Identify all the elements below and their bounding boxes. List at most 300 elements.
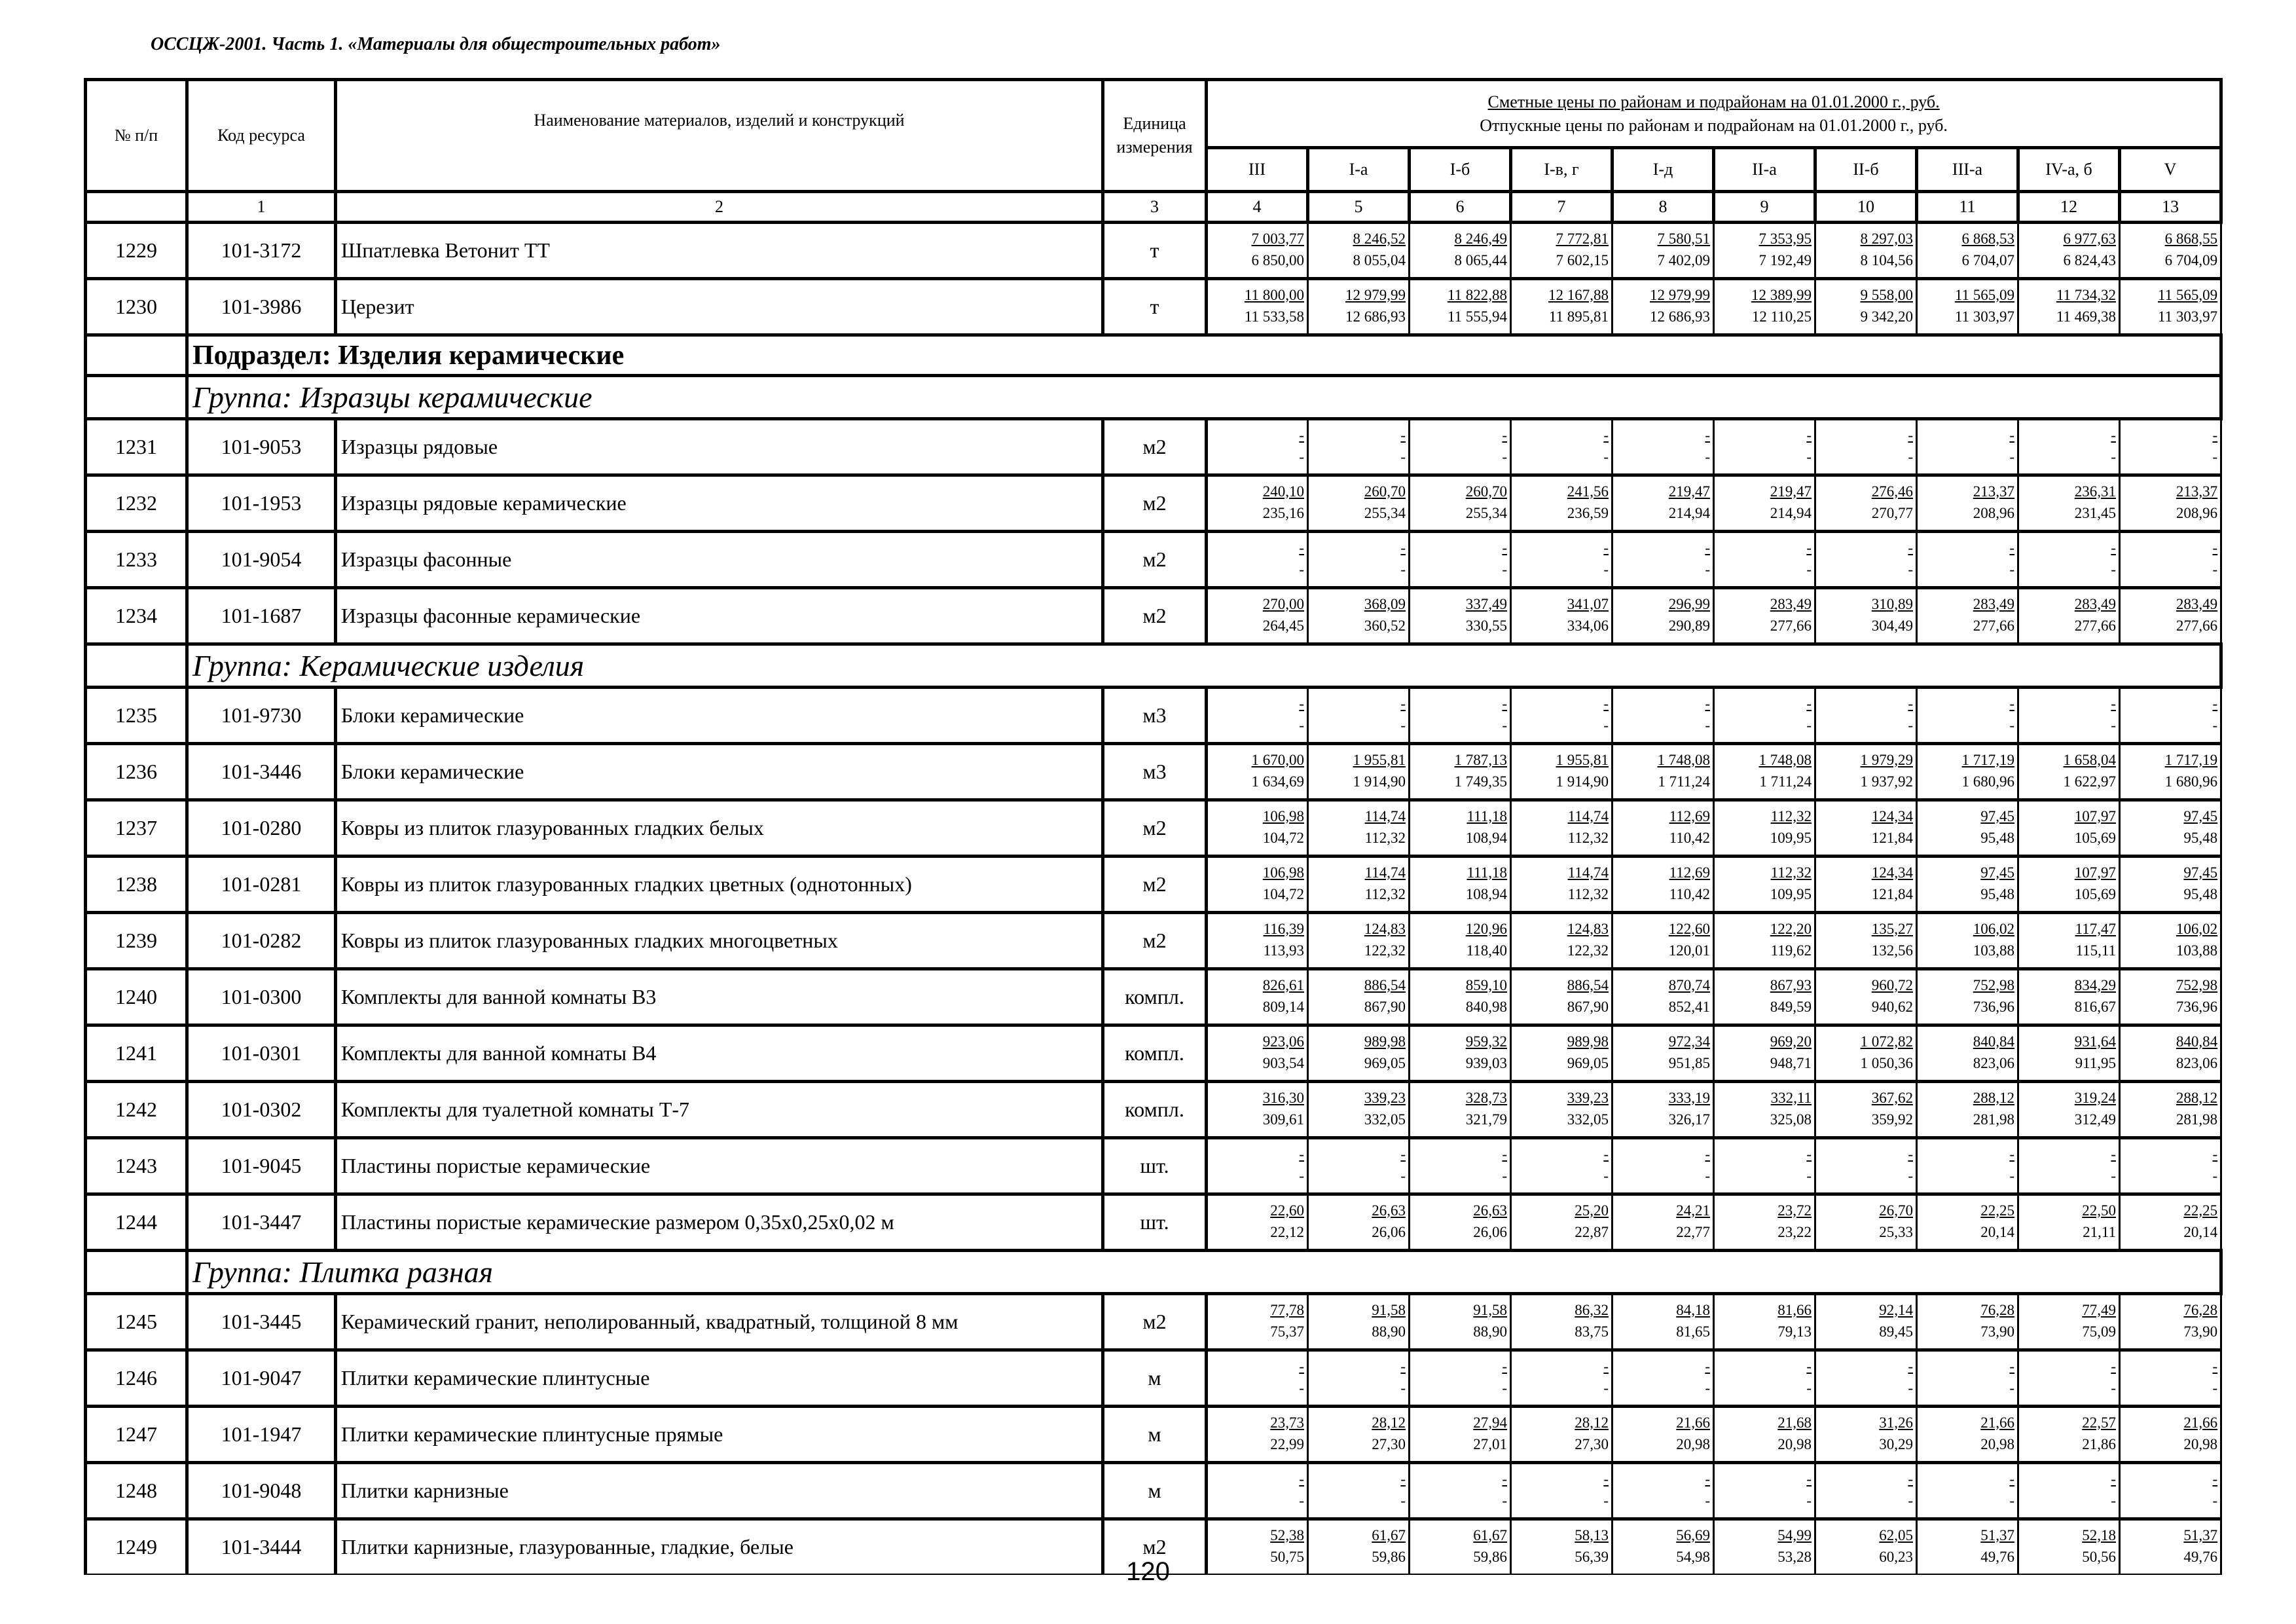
row-number: 1242 <box>86 1082 187 1138</box>
release-price: 231,45 <box>2074 504 2116 521</box>
estimated-price: 24,21 <box>1676 1202 1710 1219</box>
price-cell <box>1511 913 1613 969</box>
resource-code: 101-0302 <box>187 1082 336 1138</box>
release-price: - <box>2212 561 2218 578</box>
table-row <box>86 913 2221 969</box>
estimated-price: - <box>1908 426 1913 443</box>
resource-code: 101-3172 <box>187 223 336 279</box>
estimated-price: 260,70 <box>1364 483 1406 500</box>
table-row <box>86 969 2221 1025</box>
release-price: 27,30 <box>1575 1435 1609 1452</box>
price-cell <box>1714 1463 1815 1519</box>
row-number: 1248 <box>86 1463 187 1519</box>
release-price: 911,95 <box>2075 1054 2116 1071</box>
estimated-price: - <box>1299 539 1304 556</box>
col-header-region: II-б <box>1815 148 1917 192</box>
release-price: 281,98 <box>2176 1111 2218 1128</box>
price-cell <box>1815 1407 1917 1463</box>
release-price: 112,32 <box>1567 829 1609 846</box>
release-price: 312,49 <box>2074 1111 2116 1128</box>
release-price: - <box>2212 716 2218 733</box>
price-cell <box>1613 475 1714 532</box>
estimated-price: 52,38 <box>1270 1526 1304 1543</box>
price-cell <box>1207 800 1308 857</box>
price-cell <box>1815 223 1917 279</box>
col-number: 2 <box>336 192 1103 223</box>
release-price: 6 704,07 <box>1961 251 2014 268</box>
release-price: - <box>1299 1492 1304 1509</box>
price-cell <box>1917 223 2018 279</box>
col-header-region: I-б <box>1410 148 1511 192</box>
price-cell <box>1410 1082 1511 1138</box>
release-price: 110,42 <box>1669 885 1710 902</box>
release-price: 236,59 <box>1567 504 1609 521</box>
row-number: 1234 <box>86 588 187 644</box>
col-number: 8 <box>1613 192 1714 223</box>
price-cell <box>1511 475 1613 532</box>
estimated-price: - <box>1908 1145 1913 1162</box>
unit-of-measure: шт. <box>1103 1194 1207 1251</box>
row-number: 1233 <box>86 532 187 588</box>
estimated-price: 122,60 <box>1668 920 1710 937</box>
release-price: 1 680,96 <box>1961 773 2014 790</box>
row-number: 1235 <box>86 688 187 744</box>
estimated-price: 116,39 <box>1263 920 1304 937</box>
estimated-price: 77,78 <box>1270 1301 1304 1318</box>
release-price: 1 914,90 <box>1353 773 1406 790</box>
estimated-price: 333,19 <box>1668 1089 1710 1106</box>
price-cell <box>1308 1294 1410 1350</box>
price-cell <box>1511 532 1613 588</box>
price-cell <box>1308 532 1410 588</box>
estimated-price: 23,73 <box>1270 1414 1304 1431</box>
price-cell <box>1917 969 2018 1025</box>
release-price: - <box>2009 448 2014 465</box>
unit-of-measure: м3 <box>1103 688 1207 744</box>
price-cell <box>1917 532 2018 588</box>
estimated-price: 1 658,04 <box>2063 751 2116 768</box>
estimated-price: - <box>1299 426 1304 443</box>
release-price: 95,48 <box>1980 885 2014 902</box>
estimated-price: 283,49 <box>1973 595 2014 612</box>
estimated-price: - <box>1400 695 1406 712</box>
price-cell <box>1410 744 1511 800</box>
release-price: 8 055,04 <box>1353 251 1406 268</box>
price-cell <box>1613 1025 1714 1082</box>
estimated-price: - <box>2212 1145 2218 1162</box>
resource-code: 101-9054 <box>187 532 336 588</box>
release-price: - <box>1908 1379 1913 1396</box>
row-number: 1237 <box>86 800 187 857</box>
price-cell <box>1308 800 1410 857</box>
price-cell <box>1207 419 1308 475</box>
estimated-price: 12 979,99 <box>1650 286 1710 303</box>
release-price: - <box>2212 448 2218 465</box>
estimated-price: 11 800,00 <box>1244 286 1304 303</box>
group-title: Группа: Изразцы керамические <box>187 376 2221 419</box>
table-row <box>86 800 2221 857</box>
row-number: 1229 <box>86 223 187 279</box>
price-cell <box>2018 1407 2120 1463</box>
estimated-price: 1 955,81 <box>1353 751 1406 768</box>
price-cell <box>1815 419 1917 475</box>
price-cell <box>1207 475 1308 532</box>
price-cell <box>2120 744 2221 800</box>
price-cell <box>2120 913 2221 969</box>
estimated-price: 61,67 <box>1372 1526 1406 1543</box>
price-cell <box>1613 913 1714 969</box>
price-cell <box>1815 913 1917 969</box>
price-cell <box>2120 1463 2221 1519</box>
estimated-price: 114,74 <box>1567 864 1609 881</box>
resource-code: 101-9047 <box>187 1350 336 1407</box>
estimated-price: 106,02 <box>1973 920 2014 937</box>
price-cell <box>1613 1138 1714 1194</box>
estimated-price: - <box>1299 1470 1304 1487</box>
release-price: - <box>1299 448 1304 465</box>
price-cell <box>2120 532 2221 588</box>
estimated-price: 7 353,95 <box>1758 230 1812 247</box>
release-price: 60,23 <box>1879 1548 1913 1565</box>
release-price: 939,03 <box>1465 1054 1507 1071</box>
release-price: - <box>1502 561 1507 578</box>
material-name: Комплекты для ванной комнаты В4 <box>336 1025 1103 1082</box>
price-cell <box>1613 857 1714 913</box>
estimated-price: 6 868,55 <box>2164 230 2218 247</box>
price-cell <box>1207 913 1308 969</box>
table-row <box>86 1294 2221 1350</box>
group-row <box>86 644 2221 688</box>
estimated-price: - <box>1603 695 1609 712</box>
estimated-price: 288,12 <box>1973 1089 2014 1106</box>
material-name: Пластины пористые керамические размером 0,35х0,25х0,02 м <box>336 1194 1103 1251</box>
release-price: 255,34 <box>1465 504 1507 521</box>
unit-of-measure: м <box>1103 1350 1207 1407</box>
estimated-price: 328,73 <box>1465 1089 1507 1106</box>
price-cell <box>1714 969 1815 1025</box>
release-price: 26,06 <box>1372 1223 1406 1240</box>
material-name: Блоки керамические <box>336 744 1103 800</box>
material-name: Комплекты для ванной комнаты В3 <box>336 969 1103 1025</box>
estimated-price: - <box>1400 1145 1406 1162</box>
estimated-price: 91,58 <box>1372 1301 1406 1318</box>
estimated-price: 97,45 <box>1980 807 2014 824</box>
release-price: 903,54 <box>1262 1054 1304 1071</box>
estimated-price: 112,69 <box>1669 864 1710 881</box>
estimated-price: - <box>1603 1470 1609 1487</box>
release-price: 12 686,93 <box>1650 308 1710 325</box>
estimated-price: 1 717,19 <box>2164 751 2218 768</box>
estimated-price: - <box>1908 1357 1913 1375</box>
unit-of-measure: компл. <box>1103 969 1207 1025</box>
price-cell <box>1613 1194 1714 1251</box>
group-row <box>86 376 2221 419</box>
release-price: - <box>1705 1379 1710 1396</box>
release-price: - <box>1806 1379 1812 1396</box>
release-price: 7 402,09 <box>1657 251 1710 268</box>
estimated-price: 8 297,03 <box>1860 230 1913 247</box>
release-price: 325,08 <box>1770 1111 1812 1128</box>
price-cell <box>2120 279 2221 335</box>
page-number: 120 <box>1126 1557 1170 1586</box>
estimated-price: 834,29 <box>2074 976 2116 993</box>
page-header-title: ОССЦЖ-2001. Часть 1. «Материалы для общестроительных работ» <box>151 34 721 54</box>
estimated-price: 61,67 <box>1473 1526 1507 1543</box>
estimated-price: 111,18 <box>1467 807 1507 824</box>
price-cell <box>1917 279 2018 335</box>
estimated-price: 219,47 <box>1770 483 1812 500</box>
price-cell <box>2120 223 2221 279</box>
release-price: 23,22 <box>1777 1223 1812 1240</box>
group-row <box>86 1251 2221 1294</box>
estimated-price: 1 670,00 <box>1251 751 1304 768</box>
price-cell <box>2120 857 2221 913</box>
price-cell <box>1917 1407 2018 1463</box>
release-price: - <box>1603 1492 1609 1509</box>
table-row <box>86 475 2221 532</box>
price-cell <box>1511 688 1613 744</box>
table-row <box>86 223 2221 279</box>
price-cell <box>1815 532 1917 588</box>
release-price: 56,39 <box>1575 1548 1609 1565</box>
col-number: 9 <box>1714 192 1815 223</box>
estimated-price: - <box>1705 1145 1710 1162</box>
material-name: Церезит <box>336 279 1103 335</box>
release-price: 867,90 <box>1567 998 1609 1015</box>
price-cell <box>1410 1463 1511 1519</box>
price-cell <box>1714 419 1815 475</box>
material-name: Пластины пористые керамические <box>336 1138 1103 1194</box>
release-price: - <box>1806 1167 1812 1184</box>
price-cell <box>1714 744 1815 800</box>
price-cell <box>1511 1463 1613 1519</box>
price-cell <box>2120 475 2221 532</box>
resource-code: 101-3446 <box>187 744 336 800</box>
estimated-price: 51,37 <box>2183 1526 2218 1543</box>
estimated-price: 86,32 <box>1575 1301 1609 1318</box>
material-name: Керамический гранит, неполированный, квадратный, толщиной 8 мм <box>336 1294 1103 1350</box>
price-cell <box>2120 969 2221 1025</box>
col-header-name-text: Наименование материалов, изделий и конструкций <box>534 111 905 130</box>
price-cell <box>1511 223 1613 279</box>
table-row <box>86 1407 2221 1463</box>
price-cell <box>1714 800 1815 857</box>
estimated-price: - <box>1400 1357 1406 1375</box>
subsection-title: Подраздел: Изделия керамические <box>187 335 2221 376</box>
estimated-price: 12 979,99 <box>1345 286 1406 303</box>
col-header-region: I-в, г <box>1511 148 1613 192</box>
price-cell <box>1410 1350 1511 1407</box>
material-name: Изразцы фасонные керамические <box>336 588 1103 644</box>
estimated-price: 107,97 <box>2074 864 2116 881</box>
release-price: 22,87 <box>1575 1223 1609 1240</box>
price-cell <box>1511 1294 1613 1350</box>
price-cell <box>2120 1194 2221 1251</box>
release-price: 22,77 <box>1676 1223 1710 1240</box>
material-name: Комплекты для туалетной комнаты Т-7 <box>336 1082 1103 1138</box>
estimated-price: - <box>2212 539 2218 556</box>
release-price: 20,14 <box>2183 1223 2218 1240</box>
estimated-price: 9 558,00 <box>1860 286 1913 303</box>
price-cell <box>1917 800 2018 857</box>
release-price: 112,32 <box>1567 885 1609 902</box>
release-price: 103,88 <box>1973 942 2014 959</box>
estimated-price: 77,49 <box>2082 1301 2116 1318</box>
estimated-price: - <box>1705 539 1710 556</box>
release-price: - <box>2111 448 2116 465</box>
release-price: 22,99 <box>1270 1435 1304 1452</box>
estimated-price: - <box>1908 695 1913 712</box>
price-cell <box>1207 1407 1308 1463</box>
estimated-price: - <box>2009 1357 2014 1375</box>
estimated-price: 7 772,81 <box>1556 230 1609 247</box>
release-price: 332,05 <box>1567 1111 1609 1128</box>
price-cell <box>1410 588 1511 644</box>
estimated-price: 339,23 <box>1567 1089 1609 1106</box>
release-price: 132,56 <box>1871 942 1913 959</box>
row-number: 1232 <box>86 475 187 532</box>
price-cell <box>2018 1294 2120 1350</box>
estimated-price: 124,34 <box>1871 807 1913 824</box>
estimated-price: - <box>1806 1470 1812 1487</box>
release-price: 321,79 <box>1465 1111 1507 1128</box>
price-cell <box>1511 1025 1613 1082</box>
release-price: 823,06 <box>2176 1054 2218 1071</box>
estimated-price: 332,11 <box>1770 1089 1812 1106</box>
row-number: 1236 <box>86 744 187 800</box>
estimated-price: 219,47 <box>1668 483 1710 500</box>
release-price: - <box>1299 716 1304 733</box>
release-price: 103,88 <box>2176 942 2218 959</box>
material-name: Изразцы рядовые <box>336 419 1103 475</box>
release-price: 11 533,58 <box>1244 308 1304 325</box>
estimated-price: 283,49 <box>2176 595 2218 612</box>
unit-of-measure: м2 <box>1103 588 1207 644</box>
price-cell <box>1815 800 1917 857</box>
release-price: 20,98 <box>2183 1435 2218 1452</box>
release-price: 83,75 <box>1575 1323 1609 1340</box>
price-cell <box>1410 1294 1511 1350</box>
estimated-price: 1 979,29 <box>1860 751 1913 768</box>
release-price: 6 704,09 <box>2164 251 2218 268</box>
price-cell <box>1714 223 1815 279</box>
estimated-price: 8 246,52 <box>1353 230 1406 247</box>
resource-code: 101-3447 <box>187 1194 336 1251</box>
estimated-price: 124,83 <box>1364 920 1406 937</box>
price-cell <box>1815 744 1917 800</box>
price-cell <box>1613 744 1714 800</box>
release-price: 304,49 <box>1871 617 1913 634</box>
release-price: 208,96 <box>1973 504 2014 521</box>
blank-cell <box>86 644 187 688</box>
table-row <box>86 1463 2221 1519</box>
row-number: 1231 <box>86 419 187 475</box>
release-price: 20,98 <box>1676 1435 1710 1452</box>
price-cell <box>1207 1194 1308 1251</box>
release-price: - <box>2111 1167 2116 1184</box>
estimated-price: - <box>1806 695 1812 712</box>
price-cell <box>1613 800 1714 857</box>
estimated-price: - <box>1502 539 1507 556</box>
price-cell <box>1308 1463 1410 1519</box>
row-number: 1240 <box>86 969 187 1025</box>
release-price: - <box>2212 1379 2218 1396</box>
estimated-price: 111,18 <box>1467 864 1507 881</box>
release-price: - <box>2111 1492 2116 1509</box>
table-row <box>86 1350 2221 1407</box>
price-cell <box>1917 1025 2018 1082</box>
release-price: - <box>1806 561 1812 578</box>
release-price: 112,32 <box>1364 829 1406 846</box>
estimated-price: 56,69 <box>1676 1526 1710 1543</box>
estimated-price: 6 868,53 <box>1961 230 2014 247</box>
price-cell <box>2120 688 2221 744</box>
price-cell <box>1410 913 1511 969</box>
estimated-price: 62,05 <box>1879 1526 1913 1543</box>
price-cell <box>1917 1350 2018 1407</box>
price-cell <box>2018 1082 2120 1138</box>
release-price: - <box>1400 1492 1406 1509</box>
blank-cell <box>86 1251 187 1294</box>
estimated-price: - <box>1705 695 1710 712</box>
material-name: Ковры из плиток глазурованных гладких белых <box>336 800 1103 857</box>
estimated-price: - <box>1705 1470 1710 1487</box>
release-price: 20,98 <box>1980 1435 2014 1452</box>
estimated-price: - <box>1806 1357 1812 1375</box>
release-price: - <box>2212 1492 2218 1509</box>
price-cell <box>1511 1082 1613 1138</box>
estimated-price: - <box>2009 695 2014 712</box>
release-price: - <box>1705 1167 1710 1184</box>
price-cell <box>1207 1082 1308 1138</box>
estimated-price: 11 734,32 <box>2056 286 2116 303</box>
table-row <box>86 1025 2221 1082</box>
estimated-price: 867,93 <box>1770 976 1812 993</box>
release-price: 81,65 <box>1676 1323 1710 1340</box>
release-price: 1 634,69 <box>1251 773 1304 790</box>
release-price: 22,12 <box>1270 1223 1304 1240</box>
release-price: - <box>1908 448 1913 465</box>
price-cell <box>1207 588 1308 644</box>
estimated-price: 6 977,63 <box>2063 230 2116 247</box>
estimated-price: 26,70 <box>1879 1202 1913 1219</box>
release-price: 95,48 <box>2183 829 2218 846</box>
price-cell <box>2018 688 2120 744</box>
material-name: Блоки керамические <box>336 688 1103 744</box>
release-price: 277,66 <box>1770 617 1812 634</box>
estimated-price: 288,12 <box>2176 1089 2218 1106</box>
release-price: 208,96 <box>2176 504 2218 521</box>
price-cell <box>1714 857 1815 913</box>
row-number: 1238 <box>86 857 187 913</box>
release-price: 332,05 <box>1364 1111 1406 1128</box>
row-number: 1230 <box>86 279 187 335</box>
table-row <box>86 1138 2221 1194</box>
estimated-price: 959,32 <box>1465 1033 1507 1050</box>
release-price: 6 850,00 <box>1251 251 1304 268</box>
price-cell <box>1511 969 1613 1025</box>
resource-code: 101-9048 <box>187 1463 336 1519</box>
release-price: - <box>1502 716 1507 733</box>
estimated-price: 31,26 <box>1879 1414 1913 1431</box>
price-cell <box>1308 857 1410 913</box>
price-cell <box>2120 800 2221 857</box>
release-price: - <box>2009 716 2014 733</box>
price-cell <box>1207 1138 1308 1194</box>
release-price: 118,40 <box>1466 942 1507 959</box>
price-cell <box>2120 1082 2221 1138</box>
release-price: 8 065,44 <box>1454 251 1507 268</box>
